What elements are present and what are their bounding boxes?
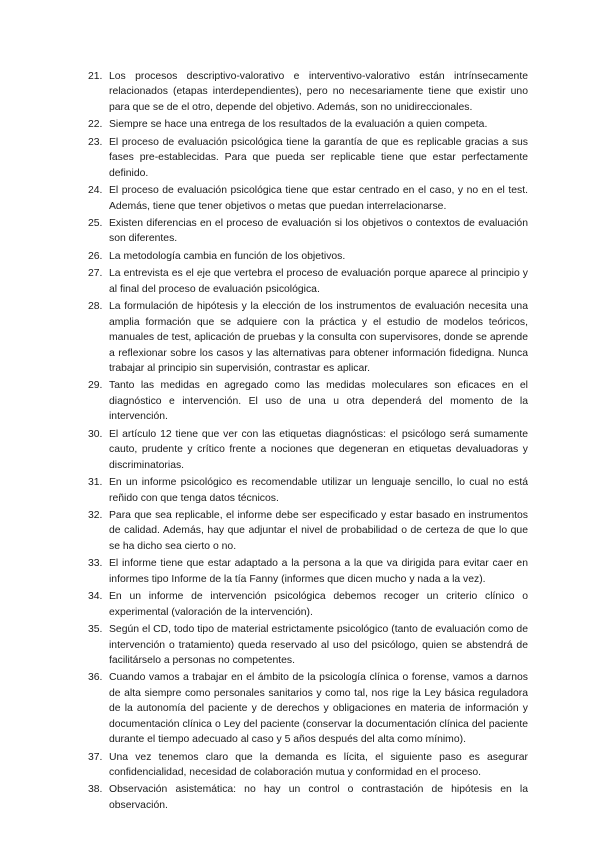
item-text: El proceso de evaluación psicológica tiene que estar centrado en el caso, y no en el test. Además, tiene que tener objetivos o metas que puedan interrelacionarse.: [109, 185, 528, 212]
item-text: Según el CD, todo tipo de material estrictamente psicológico (tanto de evaluación como de intervención o tratamiento) queda reservado al uso del psicólogo, quien se abstendrá de facilitárselo a personas no competentes.: [109, 624, 528, 666]
list-item: [88, 622, 528, 668]
list-item: [88, 670, 528, 747]
item-number: 22.: [88, 119, 103, 131]
list-item: [88, 782, 528, 813]
item-number: 24.: [88, 185, 103, 197]
list-item: [88, 508, 528, 554]
list-item: [88, 69, 528, 115]
item-number: 35.: [88, 624, 103, 636]
item-text: La entrevista es el eje que vertebra el proceso de evaluación porque aparece al principio y al final del proceso de evaluación psicológica.: [109, 268, 528, 295]
list-item: [88, 378, 528, 424]
item-text: Una vez tenemos claro que la demanda es lícita, el siguiente paso es asegurar confidencialidad, necesidad de colaboración mutua y conformidad en el proceso.: [109, 751, 528, 778]
list-item: [88, 266, 528, 297]
item-number: 21.: [88, 71, 103, 82]
item-text: Para que sea replicable, el informe debe ser especificado y estar basado en instrumentos de calidad. Además, hay que adjuntar el nivel de probabilidad o de certeza de que lo que se ha dicho sea cierto o no.: [109, 510, 528, 552]
item-text: Los procesos descriptivo-valorativo e interventivo-valorativo están intrínsecamente relacionados (etapas interdependientes), pero no necesariamente tiene que existir uno para que se de el otro, depende del objetivo. Además, son no unidireccionales.: [109, 71, 528, 113]
item-text: En un informe psicológico es recomendable utilizar un lenguaje sencillo, lo cual no está reñido con que tenga datos técnicos.: [109, 477, 528, 504]
item-number: 30.: [88, 428, 103, 440]
list-item: [88, 750, 528, 781]
list-item: [88, 299, 528, 376]
item-number: 38.: [88, 784, 103, 796]
item-text: Existen diferencias en el proceso de evaluación si los objetivos o contextos de evaluación son diferentes.: [109, 218, 528, 245]
list-item: [88, 427, 528, 473]
list-item: [88, 216, 528, 247]
item-text: La metodología cambia en función de los objetivos.: [109, 250, 346, 262]
document-content: [88, 69, 528, 815]
list-item: [88, 249, 528, 264]
item-number: 25.: [88, 218, 103, 230]
item-text: El informe tiene que estar adaptado a la persona a la que va dirigida para evitar caer en informes tipo Informe de la tía Fanny (informes que dicen mucho y nada a la vez).: [109, 558, 528, 585]
item-number: 34.: [88, 591, 103, 603]
item-text: El proceso de evaluación psicológica tiene la garantía de que es replicable gracias a sus fases pre-establecidas. Para que pueda ser replicable tiene que estar perfectamente definido.: [109, 136, 528, 179]
item-number: 32.: [88, 510, 103, 521]
list-item: [88, 556, 528, 587]
item-number: 37.: [88, 751, 103, 763]
item-number: 33.: [88, 558, 103, 570]
item-number: 27.: [88, 268, 103, 280]
item-text: Tanto las medidas en agregado como las medidas moleculares son eficaces en el diagnóstico e intervención. El uso de una u otra dependerá del momento de la intervención.: [109, 380, 528, 423]
list-item: [88, 135, 528, 181]
numbered-list: [88, 69, 528, 813]
item-text: La formulación de hipótesis y la elección de los instrumentos de evaluación necesita una amplia formación que se adquiere con la práctica y el estudio de modelos teóricos, manuales de test, aplicación de pruebas y la consulta con supervisores, donde se aprende a reflexionar sobre los casos y las alternativas para obtener información fidedigna. Nunca trabajar al principio sin supervisión, contrastar es aplicar.: [109, 301, 528, 374]
list-item: [88, 183, 528, 214]
list-item: [88, 589, 528, 620]
item-number: 29.: [88, 380, 103, 392]
item-text: Siempre se hace una entrega de los resultados de la evaluación a quien competa.: [109, 119, 488, 131]
item-number: 36.: [88, 672, 103, 684]
item-text: Cuando vamos a trabajar en el ámbito de la psicología clínica o forense, vamos a darnos de alta siempre como personales sanitarios y como tal, nos rige la Ley básica reguladora de la autonomía del paciente y de derechos y obligaciones en materia de información y documentación clínica o Ley del paciente (conservar la documentación clínica del paciente durante el tiempo adecuado al caso y 5 años después del alta como mínimo).: [109, 672, 528, 746]
item-number: 31.: [88, 477, 103, 489]
item-text: Observación asistemática: no hay un control o contrastación de hipótesis en la observación.: [109, 784, 528, 811]
list-item: [88, 117, 528, 132]
item-number: 26.: [88, 250, 103, 262]
item-text: En un informe de intervención psicológica debemos recoger un criterio clínico o experimental (valoración de la intervención).: [109, 591, 528, 618]
item-number: 23.: [88, 136, 103, 148]
item-text: El artículo 12 tiene que ver con las etiquetas diagnósticas: el psicólogo será sumamente cauto, prudente y crítico frente a nociones que degeneran en etiquetas devaluadoras y discriminatorias.: [109, 428, 528, 471]
item-number: 28.: [88, 301, 103, 313]
list-item: [88, 475, 528, 506]
